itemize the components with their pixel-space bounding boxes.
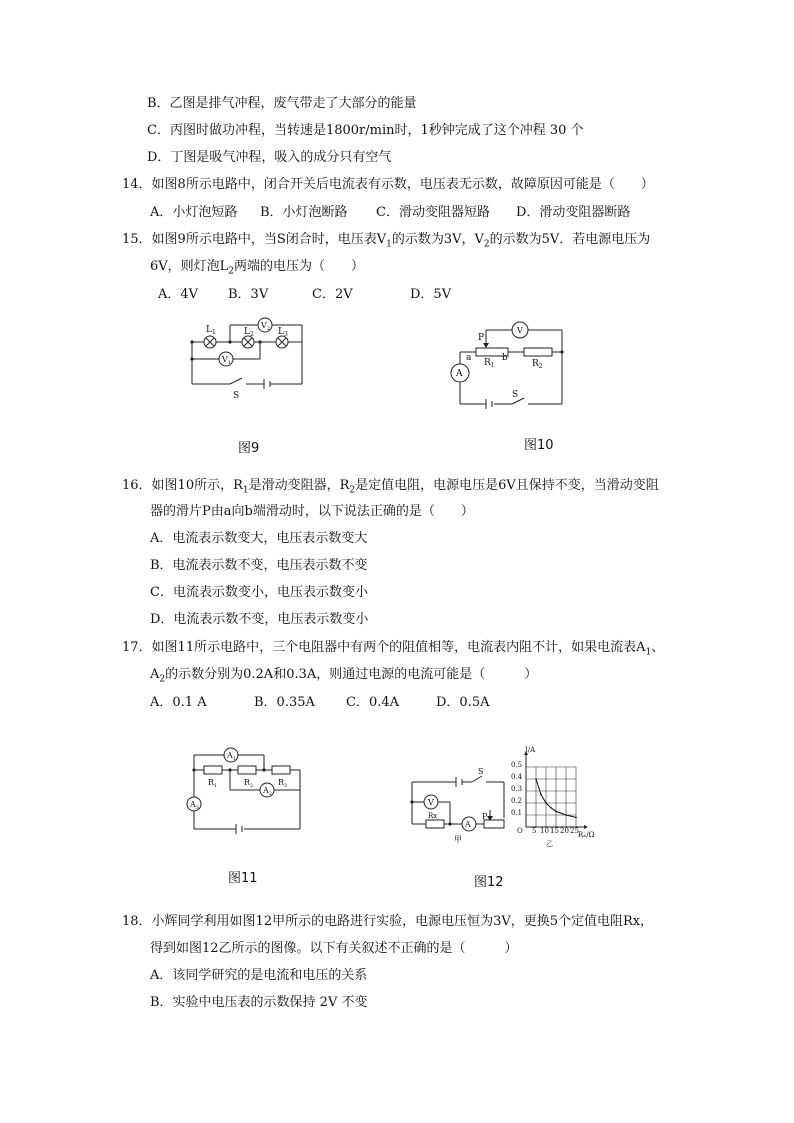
q14-options — [150, 204, 630, 222]
svg-text:R1: $R_1$ — [208, 778, 218, 789]
q16-option-b: B．电流表示数不变，电压表示数不变 — [150, 558, 368, 573]
resistor-r2-icon — [238, 766, 256, 774]
q18-stem-line2: 得到如图12乙所示的图像。以下有关叙述不正确的是（ ） — [150, 941, 518, 956]
figure-9-caption: 图9 — [238, 441, 260, 456]
q16-stem-line2: 器的滑片P由a向b端滑动时，以下说法正确的是（ ） — [150, 504, 474, 519]
q16-option-d: D．电流表示数不变，电压表示数变小 — [150, 612, 369, 627]
svg-text:V2: $V_2$ — [261, 321, 270, 332]
data-point — [540, 794, 542, 796]
svg-text:R1: $R_1$ — [484, 358, 495, 369]
q17-option-a: A．0.1 A — [150, 695, 207, 710]
data-point — [535, 778, 537, 780]
svg-text:b: b — [502, 353, 508, 363]
resistor-r3-icon — [272, 766, 290, 774]
q15-stem: 15．如图9所示电路中，当S闭合时，电压表$V_1$的示数为3V，$V_2$的示数为5V．若电源电压为 — [122, 232, 651, 250]
svg-text:甲: 甲 — [454, 835, 462, 844]
figure-10-circuit — [442, 310, 577, 410]
svg-text:A1: $A_1$ — [227, 751, 236, 762]
resistor-r1-icon — [204, 766, 222, 774]
figure-12-caption: 图12 — [474, 875, 504, 890]
ytick: 0.4 — [511, 773, 523, 781]
data-point — [575, 817, 577, 819]
data-point — [565, 814, 567, 816]
q17-option-b: B．0.35A — [254, 695, 315, 710]
svg-text:A2: $A_2$ — [263, 786, 272, 797]
xtick: 15 — [550, 827, 559, 835]
q16-option-a: A．电流表示数变大，电压表示数变大 — [150, 531, 368, 546]
svg-text:P: P — [478, 333, 485, 343]
xtick: 25 — [570, 827, 579, 835]
figure-11-caption: 图11 — [228, 871, 258, 886]
data-point — [545, 802, 547, 804]
ytick: 0.2 — [511, 797, 523, 805]
rheostat-icon — [484, 820, 504, 828]
svg-text:A: A — [456, 369, 463, 379]
ytick: 0.3 — [511, 785, 523, 793]
q15-stem-line2: 6V，则灯泡$L_2$两端的电压为（ ） — [150, 259, 365, 277]
svg-text:R3: $R_3$ — [278, 778, 288, 789]
resistor-r2-icon — [524, 348, 552, 356]
q15-options — [158, 286, 451, 304]
svg-text:A3: $A_3$ — [190, 800, 199, 811]
q16-option-c: C．电流表示数变小，电压表示数变小 — [150, 585, 368, 600]
graph-ylabel: I/A — [525, 746, 536, 754]
q14-option-b: B．小灯泡断路 — [260, 205, 348, 220]
figure-12 — [406, 742, 606, 852]
q17-stem: 17．如图11所示电路中，三个电阻器中有两个的阻值相等，电流表内阻不计，如果电流表$A_1$、 — [122, 640, 665, 658]
q18-option-a: A．该同学研究的是电流和电压的关系 — [150, 968, 368, 983]
q17-options — [150, 694, 490, 712]
svg-text:R2: $R_2$ — [532, 359, 543, 370]
svg-text:S: S — [512, 390, 519, 400]
slider-arrow-icon — [483, 343, 489, 348]
q14-option-c: C．滑动变阻器短路 — [376, 205, 490, 220]
q18-stem: 18．小辉同学利用如图12甲所示的电路进行实验，电源电压恒为3V，更换5个定值电阻Rx， — [122, 914, 654, 929]
svg-text:乙: 乙 — [546, 840, 553, 848]
q13-option-d: D．丁图是吸气冲程，吸入的成分只有空气 — [147, 150, 392, 165]
q17-option-d: D．0.5A — [436, 695, 490, 710]
svg-text:R2: $R_2$ — [244, 778, 254, 789]
xtick: 10 — [540, 827, 549, 835]
svg-text:Rx: Rx — [428, 812, 438, 820]
svg-text:V: V — [428, 798, 434, 807]
graph-xlabel: Rₓ/Ω — [578, 831, 595, 839]
q13-option-c: C．丙图时做功冲程，当转速是1800r/min时，1秒钟完成了这个冲程 30 个 — [147, 123, 584, 138]
figure-11-circuit — [182, 745, 312, 835]
figure-10-caption: 图10 — [524, 438, 554, 453]
q15-option-a: A．4V — [158, 287, 199, 302]
q14-option-d: D．滑动变阻器断路 — [516, 205, 631, 220]
q17-option-c: C．0.4A — [346, 695, 400, 710]
svg-text:L2: $L_2$ — [244, 327, 254, 338]
q17-stem-line2: $A_2$的示数分别为0.2A和0.3A，则通过电源的电流可能是（ ） — [150, 667, 538, 685]
svg-text:S: S — [478, 767, 484, 776]
q14-option-a: A．小灯泡短路 — [150, 205, 238, 220]
q15-option-c: C．2V — [312, 287, 353, 302]
figure-9-circuit — [180, 310, 320, 405]
x-axis-arrow-icon — [584, 825, 588, 829]
q16-stem: 16．如图10所示，$R_1$是滑动变阻器，$R_2$是定值电阻，电源电压是6V且保持不变，当滑动变阻 — [122, 478, 659, 496]
svg-text:L3: $L_3$ — [278, 327, 288, 338]
ytick: 0.1 — [511, 809, 523, 817]
q14-stem: 14．如图8所示电路中，闭合开关后电流表有示数，电压表无示数，故障原因可能是（ ） — [122, 177, 654, 192]
q18-option-b: B．实验中电压表的示数保持 2V 不变 — [150, 995, 368, 1010]
svg-text:V: V — [517, 326, 523, 335]
svg-text:a: a — [466, 353, 472, 363]
q15-option-d: D．5V — [410, 287, 452, 302]
data-point — [555, 811, 557, 813]
resistor-rx-icon — [426, 820, 444, 828]
svg-text:L1: $L_1$ — [206, 325, 216, 336]
xtick: 20 — [560, 827, 569, 835]
svg-text:P: P — [482, 812, 488, 821]
svg-text:O: O — [517, 827, 523, 835]
xtick: 5 — [532, 827, 537, 835]
svg-text:V1: $V_1$ — [222, 355, 231, 366]
ytick: 0.5 — [511, 761, 523, 769]
svg-text:A: A — [465, 820, 471, 829]
figure-12-graph — [524, 751, 588, 829]
q13-option-b: B．乙图是排气冲程，废气带走了大部分的能量 — [147, 96, 417, 111]
q15-option-b: B．3V — [228, 287, 269, 302]
svg-text:S: S — [233, 391, 240, 401]
data-point — [550, 807, 552, 809]
